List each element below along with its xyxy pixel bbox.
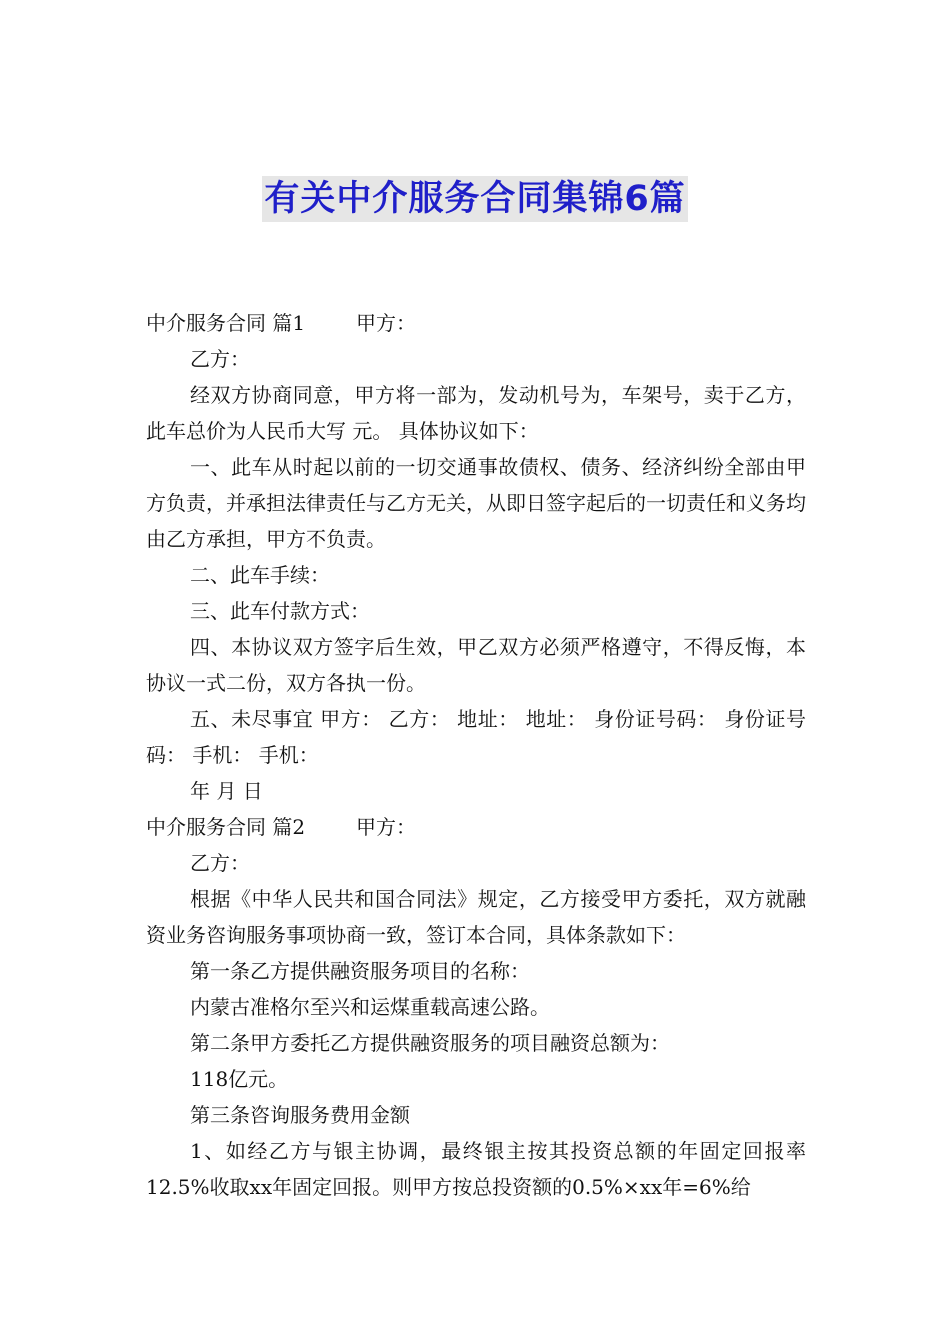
paragraph: 118亿元。 <box>190 1067 289 1091</box>
party-a-label: 甲方： <box>355 815 416 839</box>
date-line: 年 月 日 <box>190 779 263 803</box>
paragraph: 第一条乙方提供融资服务项目的名称： <box>190 959 530 983</box>
section-title: 中介服务合同 篇1 <box>146 311 306 335</box>
paragraph: 根据《中华人民共和国合同法》规定，乙方接受甲方委托，双方就融资业务咨询服务事项协商一致，签订本合同，具体条款如下： <box>146 887 806 947</box>
paragraph: 五、未尽事宜 甲方： 乙方： 地址： 地址： 身份证号码： 身份证号码： 手机： 手机： <box>146 707 806 767</box>
section-heading-2 <box>146 809 806 845</box>
paragraph: 一、此车从时起以前的一切交通事故债权、债务、经济纠纷全部由甲方负责，并承担法律责任与乙方无关，从即日签字起后的一切责任和义务均由乙方承担，甲方不负责。 <box>146 455 806 551</box>
paragraph: 1、如经乙方与银主协调，最终银主按其投资总额的年固定回报率12.5%收取xx年固定回报。则甲方按总投资额的0.5%×xx年=6%给 <box>146 1139 806 1199</box>
document-body <box>146 305 806 1205</box>
paragraph: 经双方协商同意，甲方将一部为，发动机号为，车架号，卖于乙方，此车总价为人民币大写 元。 具体协议如下： <box>146 383 806 443</box>
document-title: 有关中介服务合同集锦6篇 <box>262 176 687 222</box>
section-heading-1 <box>146 305 806 341</box>
title-block <box>0 176 950 222</box>
paragraph: 乙方： <box>190 347 250 371</box>
paragraph: 三、此车付款方式： <box>190 599 370 623</box>
paragraph: 四、本协议双方签字后生效，甲乙双方必须严格遵守，不得反悔，本协议一式二份，双方各执一份。 <box>146 635 806 695</box>
paragraph: 第二条甲方委托乙方提供融资服务的项目融资总额为： <box>190 1031 670 1055</box>
paragraph: 乙方： <box>190 851 250 875</box>
paragraph: 内蒙古准格尔至兴和运煤重载高速公路。 <box>190 995 550 1019</box>
party-a-label: 甲方： <box>355 311 416 335</box>
paragraph: 第三条咨询服务费用金额 <box>190 1103 410 1127</box>
paragraph: 二、此车手续： <box>190 563 330 587</box>
section-title: 中介服务合同 篇2 <box>146 815 306 839</box>
